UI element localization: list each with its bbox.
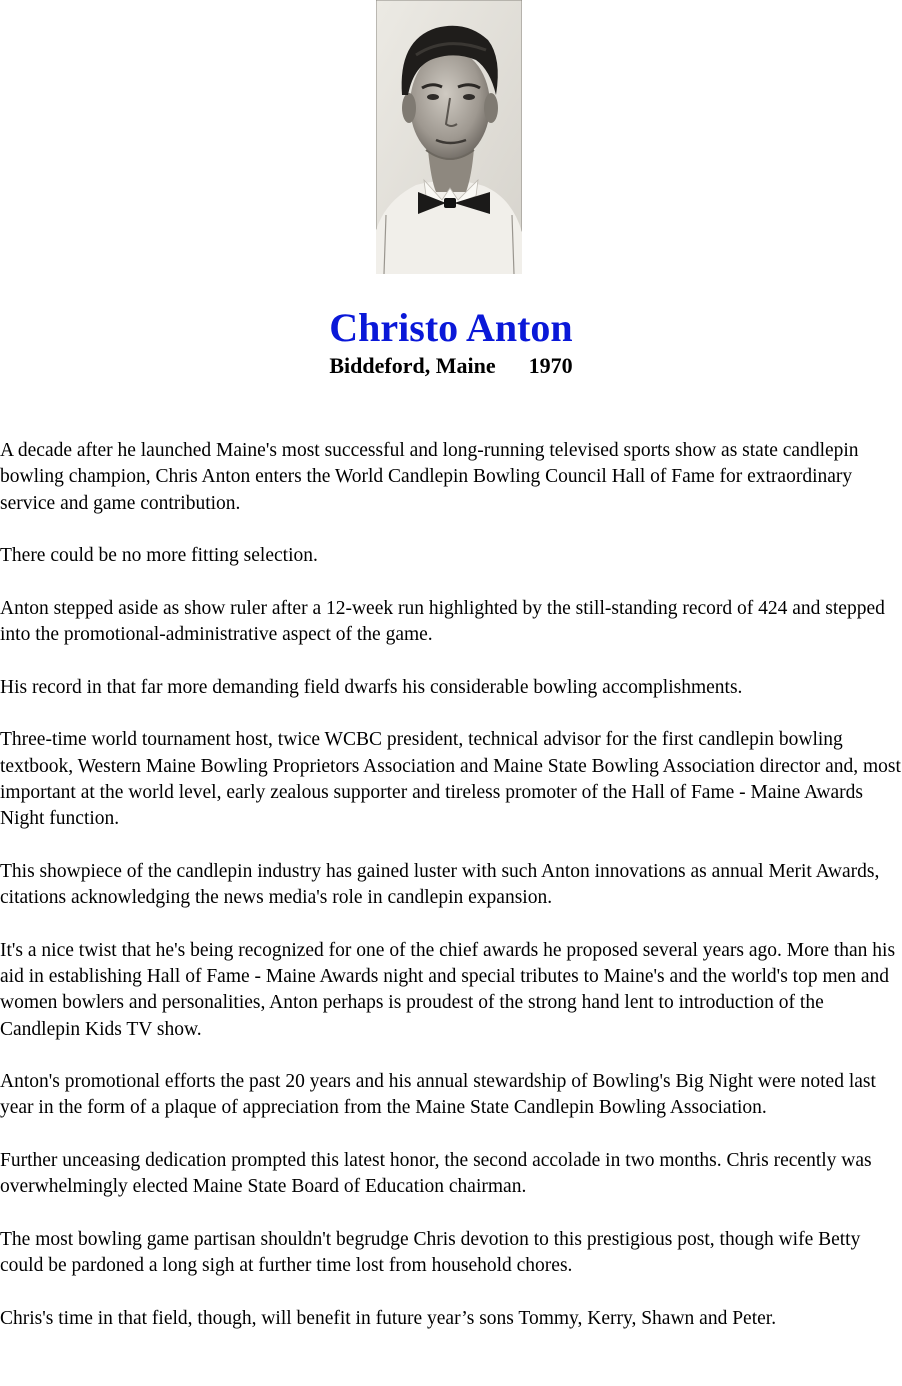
- paragraph: Anton stepped aside as show ruler after a 12-week run highlighted by the still-standing record of 424 and stepped into the promotional-administrative aspect of the game.: [0, 597, 885, 646]
- portrait-photo: [376, 0, 522, 274]
- paragraph: A decade after he launched Maine's most successful and long-running televised sports show as state candlepin bowling champion, Chris Anton enters the World Candlepin Bowling Council Hall of Fame for extraordinary service and game contribution.: [0, 440, 859, 514]
- paragraph: Chris's time in that field, though, will benefit in future year’s sons Tommy, Kerry, Shawn and Peter.: [0, 1307, 777, 1329]
- inductee-name: Christo Anton: [329, 305, 573, 350]
- induction-year: 1970: [528, 353, 573, 378]
- portrait-photo-icon: [376, 0, 522, 274]
- paragraph: Three-time world tournament host, twice WCBC president, technical advisor for the first candlepin bowling textbook, Western Maine Bowling Proprietors Association and Maine State Bowling Association director and, most important at the world level, early zealous supporter and tireless promoter of the Hall of Fame - Maine Awards Night function.: [0, 729, 901, 830]
- paragraph: Anton's promotional efforts the past 20 years and his annual stewardship of Bowling's Big Night were noted last year in the form of a plaque of appreciation from the Maine State Candlepin Bowling Association.: [0, 1071, 876, 1119]
- subtitle: [0, 352, 902, 380]
- paragraph: It's a nice twist that he's being recognized for one of the chief awards he proposed several years ago. More than his aid in establishing Hall of Fame - Maine Awards night and special tributes to Maine's and the world's top men and women bowlers and personalities, Anton perhaps is proudest of the strong hand lent to introduction of the Candlepin Kids TV show.: [0, 939, 896, 1040]
- page-title: [0, 303, 902, 353]
- paragraph: This showpiece of the candlepin industry has gained luster with such Anton innovations as annual Merit Awards, citations acknowledging the news media's role in candlepin expansion.: [0, 860, 880, 909]
- paragraph: Further unceasing dedication prompted this latest honor, the second accolade in two months. Chris recently was overwhelmingly elected Maine State Board of Education chairman.: [0, 1150, 872, 1198]
- biography-article: [0, 438, 902, 1358]
- paragraph: The most bowling game partisan shouldn't begrudge Chris devotion to this prestigious post, though wife Betty could be pardoned a long sigh at further time lost from household chores.: [0, 1228, 861, 1277]
- hometown: Biddeford, Maine: [329, 353, 496, 378]
- paragraph: There could be no more fitting selection.: [0, 545, 318, 567]
- paragraph: His record in that far more demanding field dwarfs his considerable bowling accomplishments.: [0, 676, 743, 698]
